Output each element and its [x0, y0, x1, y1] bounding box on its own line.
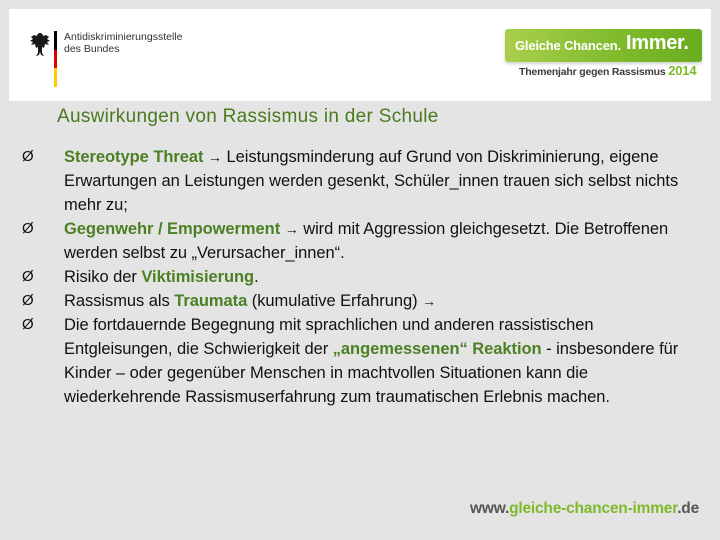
- bullet-term: „angemessenen“ Reaktion: [332, 340, 542, 358]
- organization-name: [64, 31, 182, 55]
- campaign-subtitle: [519, 63, 696, 78]
- bullet-text-post: .: [254, 268, 259, 286]
- campaign-subtitle-text: Themenjahr gegen Rassismus: [519, 66, 666, 78]
- url-tld: .de: [677, 500, 699, 517]
- flag-red: [54, 50, 57, 69]
- bullet-term: Traumata: [174, 292, 248, 310]
- slide-title: Auswirkungen von Rassismus in der Schule: [57, 106, 439, 127]
- bullet-list: [22, 145, 692, 409]
- url-domain: gleiche-chancen-immer: [509, 500, 678, 517]
- url-prefix: www.: [470, 500, 510, 517]
- org-name-line1: Antidiskriminierungsstelle: [64, 31, 183, 43]
- arrow-right-icon: →: [284, 221, 299, 237]
- flag-black: [54, 31, 57, 50]
- bullet-term: Gegenwehr / Empowerment: [64, 220, 281, 238]
- bullet-text-pre: Risiko der: [64, 268, 142, 286]
- bullet-arrowhead-icon: Ø: [22, 292, 34, 309]
- arrow-right-icon: →: [422, 293, 437, 309]
- bullet-item-reaktion: [22, 313, 692, 409]
- arrow-right-icon: →: [208, 149, 222, 165]
- org-name-line2: des Bundes: [64, 43, 120, 55]
- bullet-arrowhead-icon: Ø: [22, 316, 34, 333]
- bullet-item-stereotype-threat: [22, 145, 692, 217]
- bullet-text-pre: Rassismus als: [64, 292, 175, 310]
- federal-eagle-icon: [29, 31, 51, 57]
- flag-gold: [54, 68, 57, 87]
- bullet-text-post: (kumulative Erfahrung): [247, 292, 423, 310]
- bullet-item-empowerment: [22, 217, 692, 265]
- bullet-arrowhead-icon: Ø: [22, 148, 34, 165]
- bullet-item-viktimisierung: [22, 265, 692, 289]
- campaign-title-part1: Gleiche Chancen.: [515, 38, 621, 53]
- footer-website-link[interactable]: [470, 500, 699, 518]
- campaign-year: 2014: [668, 63, 697, 78]
- campaign-logo: [505, 23, 702, 85]
- bullet-arrowhead-icon: Ø: [22, 268, 34, 285]
- bullet-text: Leistungsminderung auf Grund von Diskriminierung, eigene Erwartungen an Leistungen werden gesenkt, Schüler_innen trauen sich selbst nichts mehr zu;: [64, 148, 679, 214]
- bullet-text: wird mit Aggression gleichgesetzt. Die Betroffenen werden selbst zu „Verursacher_innen“.: [64, 220, 669, 262]
- german-flag-stripe: [54, 31, 57, 87]
- campaign-title-part2: Immer.: [626, 32, 689, 54]
- bullet-term: Stereotype Threat: [64, 148, 204, 166]
- campaign-banner: [505, 29, 702, 62]
- bullet-text-pre: Die fortdauernde Begegnung mit sprachlichen und anderen rassistischen Entgleisungen, die Schwierigkeit der: [64, 316, 594, 358]
- bullet-text-post: - insbesondere für Kinder – oder gegenüber Menschen in machtvollen Situationen kann die wiederkehrende Rassismuserfahrung zum traumatischen Erlebnis machen.: [64, 340, 679, 406]
- bullet-arrowhead-icon: Ø: [22, 220, 34, 237]
- header-bar: [9, 9, 711, 101]
- bullet-item-traumata: [22, 289, 692, 313]
- bullet-term: Viktimisierung: [141, 268, 255, 286]
